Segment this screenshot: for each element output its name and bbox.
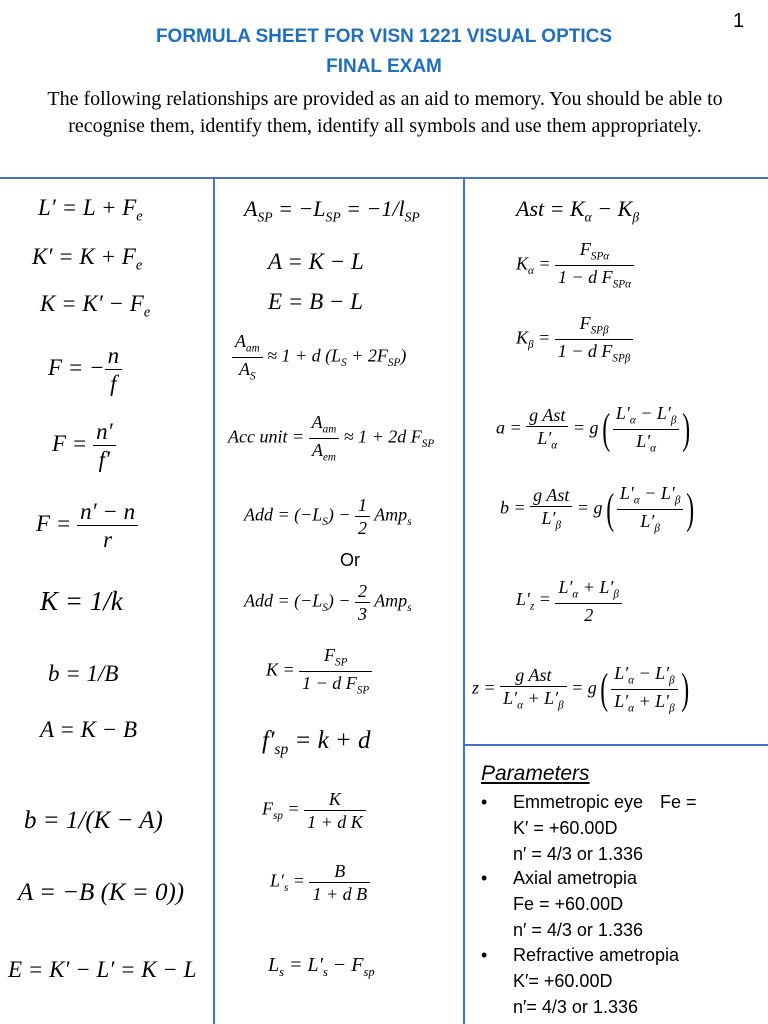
formula-k-fsp: K = $\frac{F_{SP}}{1 - d F_{SP}}$ bbox=[266, 646, 372, 697]
formula-a-k-b: A = K − B bbox=[40, 717, 138, 742]
column-rule-2 bbox=[463, 177, 465, 1024]
formula-k-beta: $K_\beta$ = $\frac{F_{SP\beta}}{1 - d F_{SP\beta}}$ bbox=[516, 314, 633, 365]
formula-power-first-focal: F = − $\frac{n}{f}$ bbox=[48, 344, 122, 395]
formula-fsp: $F_{sp}$ = $\frac{K}{\text{1 + d K}}$ bbox=[262, 790, 366, 831]
formula-k-reciprocal: K = 1/k bbox=[40, 586, 123, 616]
formula-k-alpha: $K_\alpha$ = $\frac{F_{SP\alpha}}{1 - d F_{SP\alpha}}$ bbox=[516, 240, 634, 291]
formula-e: E = K′ − L′ = K − L bbox=[8, 957, 197, 982]
formula-fsp-prime: $f'_{sp} = k + d$ bbox=[262, 727, 371, 758]
param-axial-line2: n′ = 4/3 or 1.336 bbox=[513, 920, 643, 940]
formula-k: $K = K' - F_e$ bbox=[40, 291, 151, 321]
param-refractive-line1: K′= +60.00D bbox=[513, 971, 613, 991]
param-axial-line1: Fe = +60.00D bbox=[513, 894, 624, 914]
formula-b-k-a: b = 1/(K − A) bbox=[24, 807, 163, 834]
formula-lz: $L'_z$ = $\frac{L'_\alpha + L'_\beta}{2}$ bbox=[516, 578, 622, 624]
formula-ast: Ast = $K_\alpha - K_\beta$ bbox=[516, 196, 640, 225]
column-rule-1 bbox=[213, 177, 215, 1024]
header-rule bbox=[0, 177, 768, 179]
formula-a-minus-b: A = −B (K = 0)) bbox=[18, 879, 185, 906]
formula-z: z = $\frac{\text{g Ast}}{L'_\alpha + L'_\beta}$ = g( $\frac{L'_\alpha - L'_\beta}{L'_\alpha + L'_\beta}$ ) bbox=[472, 663, 689, 715]
formula-power-second-focal: F = $\frac{n'}{f'}$ bbox=[52, 420, 116, 471]
param-axial-label: Axial ametropia bbox=[513, 868, 638, 888]
formula-acc-unit: Acc unit = $\frac{A_{am}}{A_{em}}$ ≈ 1 + 2d $F_{SP}$ bbox=[228, 412, 435, 464]
bullet-refractive: • bbox=[481, 945, 488, 965]
bullet-axial: • bbox=[481, 868, 488, 888]
formula-surface-power: F = $\frac{n' - n}{r}$ bbox=[36, 500, 138, 551]
formula-k-prime: $K' = K + F_e$ bbox=[32, 244, 143, 274]
parameters-title: Parameters bbox=[481, 762, 590, 785]
bullet-emmetropic: • bbox=[481, 792, 488, 812]
param-emmetropic-line1: Fe = bbox=[660, 792, 697, 812]
formula-image-vergence: $L' = L + F_e$ bbox=[38, 195, 143, 225]
or-label: Or bbox=[340, 550, 360, 570]
parameters-rule bbox=[463, 744, 768, 746]
param-emmetropic-label: Emmetropic eye bbox=[513, 792, 644, 812]
param-refractive-label: Refractive ametropia bbox=[513, 945, 680, 965]
page-number: 1 bbox=[733, 10, 745, 32]
formula-add-half: Add = $(-L_S)$ − $\frac{1}{2}$ Amp$_s$ bbox=[244, 495, 412, 538]
formula-e-b-l: E = B − L bbox=[268, 289, 363, 314]
formula-amplitude-ratio: $\frac{A_{am}}{A_S}$ ≈ 1 + d $(L_S + 2F_{SP})$ bbox=[232, 332, 406, 383]
formula-b-beta: b = $\frac{\text{g Ast}}{L'_\beta}$ = g( $\frac{L'_\alpha - L'_\beta}{L'_\beta}$ ) bbox=[500, 483, 695, 535]
formula-asp: $A_{SP} = -L_{SP} = -1/l_{SP}$ bbox=[244, 196, 420, 225]
formula-ls: $L_s = L'_s - F_{sp}$ bbox=[268, 954, 375, 979]
formula-b-reciprocal: b = 1/B bbox=[48, 661, 119, 686]
param-emmetropic-line2: K′ = +60.00D bbox=[513, 818, 618, 838]
param-emmetropic-line3: n′ = 4/3 or 1.336 bbox=[513, 844, 643, 864]
param-refractive-line2: n′= 4/3 or 1.336 bbox=[513, 997, 638, 1017]
formula-a-k-l: A = K − L bbox=[268, 249, 364, 274]
formula-ls-prime: $L'_s$ = $\frac{B}{\text{1 + d B}}$ bbox=[270, 862, 370, 903]
formula-a-alpha: a = $\frac{\text{g Ast}}{L'_\alpha}$ = g( $\frac{L'_\alpha - L'_\beta}{L'_\alpha}$ ) bbox=[496, 403, 691, 455]
formula-add-twothirds: Add = $(-L_S)$ − $\frac{2}{3}$ Amp$_s$ bbox=[244, 581, 412, 624]
sheet-subtitle: FINAL EXAM bbox=[326, 56, 442, 77]
sheet-title: FORMULA SHEET FOR VISN 1221 VISUAL OPTICS bbox=[155, 26, 613, 47]
intro-text: The following relationships are provided as an aid to memory. You should be able to recognise them, identify them, identify all symbols and use them appropriately. bbox=[47, 88, 723, 137]
